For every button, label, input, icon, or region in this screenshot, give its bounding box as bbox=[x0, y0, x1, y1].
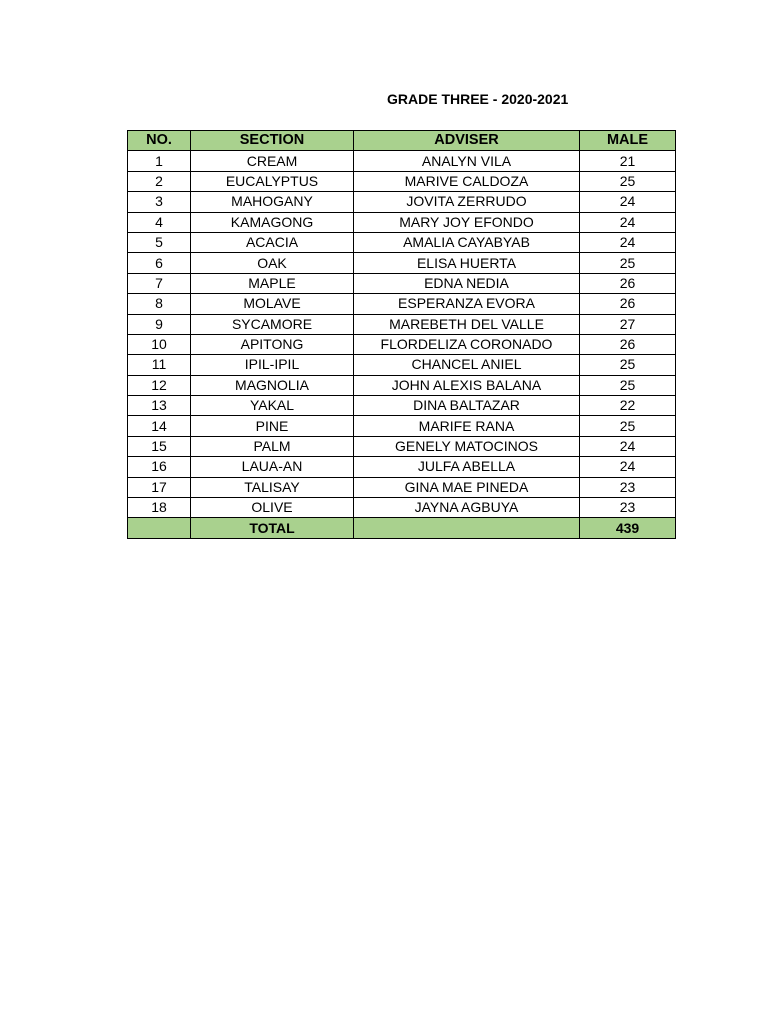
row-section-cell: SYCAMORE bbox=[191, 314, 354, 334]
table-row bbox=[128, 396, 676, 416]
row-adviser-cell: EDNA NEDIA bbox=[354, 273, 580, 293]
row-section-cell: ACACIA bbox=[191, 232, 354, 252]
table-row bbox=[128, 232, 676, 252]
table-row bbox=[128, 498, 676, 518]
row-section-cell: MAPLE bbox=[191, 273, 354, 293]
header-section: SECTION bbox=[191, 131, 354, 151]
document-title: GRADE THREE - 2020-2021 bbox=[387, 91, 569, 107]
table-body bbox=[128, 151, 676, 518]
row-adviser-cell: GINA MAE PINEDA bbox=[354, 477, 580, 497]
row-no-cell: 3 bbox=[128, 192, 191, 212]
row-section-cell: EUCALYPTUS bbox=[191, 171, 354, 191]
table-row bbox=[128, 477, 676, 497]
row-adviser-cell: MARY JOY EFONDO bbox=[354, 212, 580, 232]
row-adviser-cell: DINA BALTAZAR bbox=[354, 396, 580, 416]
table-row bbox=[128, 212, 676, 232]
row-no-cell: 7 bbox=[128, 273, 191, 293]
table-row bbox=[128, 192, 676, 212]
row-no-cell: 10 bbox=[128, 334, 191, 354]
row-male-cell: 22 bbox=[580, 396, 676, 416]
table-total-row bbox=[128, 518, 676, 538]
row-adviser-cell: JAYNA AGBUYA bbox=[354, 498, 580, 518]
row-male-cell: 25 bbox=[580, 375, 676, 395]
table-header-row bbox=[128, 131, 676, 151]
table-row bbox=[128, 314, 676, 334]
row-no-cell: 1 bbox=[128, 151, 191, 171]
row-section-cell: IPIL-IPIL bbox=[191, 355, 354, 375]
row-male-cell: 23 bbox=[580, 477, 676, 497]
row-male-cell: 25 bbox=[580, 355, 676, 375]
row-section-cell: LAUA-AN bbox=[191, 457, 354, 477]
table-row bbox=[128, 457, 676, 477]
row-section-cell: PINE bbox=[191, 416, 354, 436]
row-no-cell: 5 bbox=[128, 232, 191, 252]
row-no-cell: 6 bbox=[128, 253, 191, 273]
row-male-cell: 24 bbox=[580, 457, 676, 477]
row-no-cell: 14 bbox=[128, 416, 191, 436]
row-adviser-cell: AMALIA CAYABYAB bbox=[354, 232, 580, 252]
row-no-cell: 16 bbox=[128, 457, 191, 477]
row-no-cell: 12 bbox=[128, 375, 191, 395]
row-male-cell: 24 bbox=[580, 212, 676, 232]
table-row bbox=[128, 253, 676, 273]
row-no-cell: 8 bbox=[128, 294, 191, 314]
row-section-cell: MAGNOLIA bbox=[191, 375, 354, 395]
row-section-cell: APITONG bbox=[191, 334, 354, 354]
table-row bbox=[128, 416, 676, 436]
table-row bbox=[128, 334, 676, 354]
row-adviser-cell: ANALYN VILA bbox=[354, 151, 580, 171]
row-section-cell: MAHOGANY bbox=[191, 192, 354, 212]
row-male-cell: 25 bbox=[580, 416, 676, 436]
row-section-cell: MOLAVE bbox=[191, 294, 354, 314]
row-section-cell: CREAM bbox=[191, 151, 354, 171]
row-adviser-cell: JOVITA ZERRUDO bbox=[354, 192, 580, 212]
row-male-cell: 26 bbox=[580, 273, 676, 293]
table-row bbox=[128, 294, 676, 314]
header-male: MALE bbox=[580, 131, 676, 151]
row-male-cell: 25 bbox=[580, 171, 676, 191]
row-no-cell: 18 bbox=[128, 498, 191, 518]
row-male-cell: 24 bbox=[580, 232, 676, 252]
row-adviser-cell: MARIVE CALDOZA bbox=[354, 171, 580, 191]
table-row bbox=[128, 273, 676, 293]
row-adviser-cell: FLORDELIZA CORONADO bbox=[354, 334, 580, 354]
row-adviser-cell: JULFA ABELLA bbox=[354, 457, 580, 477]
row-no-cell: 9 bbox=[128, 314, 191, 334]
total-male: 439 bbox=[580, 518, 676, 538]
total-no-cell bbox=[128, 518, 191, 538]
row-adviser-cell: GENELY MATOCINOS bbox=[354, 436, 580, 456]
row-adviser-cell: MAREBETH DEL VALLE bbox=[354, 314, 580, 334]
total-label: TOTAL bbox=[191, 518, 354, 538]
row-adviser-cell: ELISA HUERTA bbox=[354, 253, 580, 273]
row-adviser-cell: ESPERANZA EVORA bbox=[354, 294, 580, 314]
row-male-cell: 24 bbox=[580, 192, 676, 212]
row-section-cell: OLIVE bbox=[191, 498, 354, 518]
total-adviser-cell bbox=[354, 518, 580, 538]
row-no-cell: 11 bbox=[128, 355, 191, 375]
row-adviser-cell: CHANCEL ANIEL bbox=[354, 355, 580, 375]
row-adviser-cell: JOHN ALEXIS BALANA bbox=[354, 375, 580, 395]
table-row bbox=[128, 436, 676, 456]
row-section-cell: OAK bbox=[191, 253, 354, 273]
table-row bbox=[128, 375, 676, 395]
row-adviser-cell: MARIFE RANA bbox=[354, 416, 580, 436]
table-row bbox=[128, 151, 676, 171]
section-roster-table bbox=[127, 130, 676, 539]
table-row bbox=[128, 171, 676, 191]
row-no-cell: 17 bbox=[128, 477, 191, 497]
row-section-cell: KAMAGONG bbox=[191, 212, 354, 232]
row-no-cell: 15 bbox=[128, 436, 191, 456]
row-male-cell: 21 bbox=[580, 151, 676, 171]
row-male-cell: 26 bbox=[580, 334, 676, 354]
row-male-cell: 24 bbox=[580, 436, 676, 456]
row-male-cell: 27 bbox=[580, 314, 676, 334]
header-adviser: ADVISER bbox=[354, 131, 580, 151]
row-male-cell: 23 bbox=[580, 498, 676, 518]
row-male-cell: 25 bbox=[580, 253, 676, 273]
row-male-cell: 26 bbox=[580, 294, 676, 314]
row-no-cell: 13 bbox=[128, 396, 191, 416]
table-row bbox=[128, 355, 676, 375]
row-section-cell: PALM bbox=[191, 436, 354, 456]
row-section-cell: YAKAL bbox=[191, 396, 354, 416]
header-no: NO. bbox=[128, 131, 191, 151]
row-no-cell: 2 bbox=[128, 171, 191, 191]
row-section-cell: TALISAY bbox=[191, 477, 354, 497]
row-no-cell: 4 bbox=[128, 212, 191, 232]
